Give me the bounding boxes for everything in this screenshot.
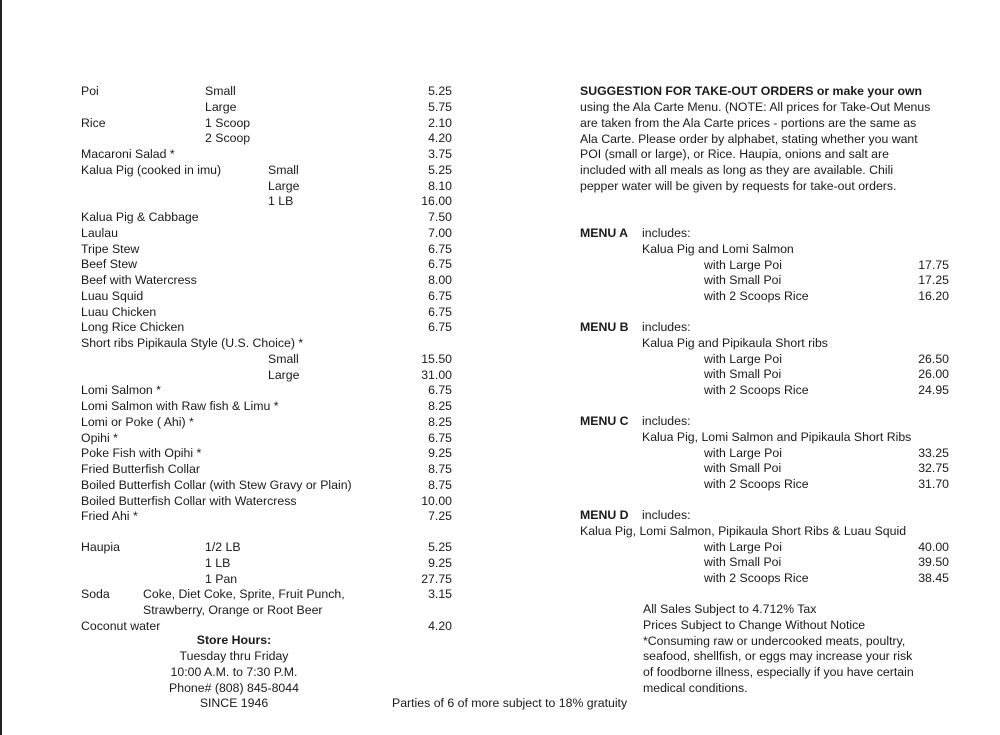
item-price: 7.50 bbox=[428, 210, 452, 224]
item-price: 6.75 bbox=[428, 288, 452, 303]
menu-includes: includes: bbox=[642, 226, 691, 240]
item-price: 6.75 bbox=[428, 430, 452, 445]
item-size: Small bbox=[268, 162, 299, 177]
item-price: 15.50 bbox=[421, 351, 452, 366]
takeout-heading: SUGGESTION FOR TAKE-OUT ORDERS or make your own bbox=[580, 84, 923, 98]
item-name: Boiled Butterfish Collar (with Stew Gravy or Plain) bbox=[81, 477, 352, 492]
item-price: 6.75 bbox=[428, 241, 452, 256]
notice-line: seafood, shellfish, or eggs may increase your risk bbox=[643, 649, 913, 664]
menu-option-price: 16.20 bbox=[918, 289, 949, 303]
item-price: 2.10 bbox=[428, 115, 452, 130]
menu-option: with Small Poi bbox=[704, 461, 782, 476]
item-price: 6.75 bbox=[428, 304, 452, 319]
item-size: 1 Scoop bbox=[205, 115, 251, 130]
item-price: 6.75 bbox=[428, 320, 452, 335]
menu-option: with 2 Scoops Rice bbox=[704, 289, 809, 303]
store-since: SINCE 1946 bbox=[199, 696, 269, 710]
menu-option: with Small Poi bbox=[704, 555, 782, 570]
menu-items: Kalua Pig and Lomi Salmon bbox=[642, 241, 794, 256]
item-name: Fried Ahi * bbox=[81, 509, 138, 524]
notice-line: *Consuming raw or undercooked meats, poultry, bbox=[643, 633, 906, 648]
item-name: Coconut water bbox=[81, 618, 161, 633]
item-price: 8.25 bbox=[428, 414, 452, 429]
takeout-text-line: POI (small or large), or Rice. Haupia, onions and salt are bbox=[580, 147, 889, 162]
item-price: 8.25 bbox=[428, 399, 452, 413]
menu-option-price: 33.25 bbox=[918, 445, 949, 460]
menu-option-price: 32.75 bbox=[918, 461, 949, 476]
takeout-text-line: Ala Carte. Please order by alphabet, stating whether you want bbox=[580, 131, 918, 146]
item-name: Short ribs Pipikaula Style (U.S. Choice) * bbox=[81, 336, 304, 350]
menu-items: Kalua Pig, Lomi Salmon and Pipikaula Short Ribs bbox=[642, 429, 912, 444]
item-price: 8.10 bbox=[428, 178, 452, 193]
item-desc: Coke, Diet Coke, Sprite, Fruit Punch, bbox=[143, 587, 345, 602]
item-price: 27.75 bbox=[421, 571, 452, 586]
menu-option-price: 26.00 bbox=[918, 367, 949, 382]
item-price: 8.75 bbox=[428, 477, 452, 492]
item-size: 1 LB bbox=[205, 555, 231, 570]
menu-option-price: 17.25 bbox=[918, 273, 949, 288]
item-price: 7.00 bbox=[428, 225, 452, 240]
menu-option-price: 39.50 bbox=[918, 555, 949, 570]
item-name: Macaroni Salad * bbox=[81, 147, 175, 161]
item-name: Opihi * bbox=[81, 430, 118, 445]
menu-option: with 2 Scoops Rice bbox=[704, 477, 809, 491]
store-phone: Phone# (808) 845-8044 bbox=[169, 681, 299, 695]
item-name: Lomi Salmon with Raw fish & Limu * bbox=[81, 399, 279, 413]
menu-option: with 2 Scoops Rice bbox=[704, 571, 809, 585]
item-name: Fried Butterfish Collar bbox=[81, 462, 200, 476]
page-left-border bbox=[0, 0, 2, 735]
item-name: Poke Fish with Opihi * bbox=[81, 446, 202, 461]
item-name: Luau Chicken bbox=[81, 304, 157, 319]
menu-option: with Small Poi bbox=[704, 273, 782, 288]
menu-label: MENU C bbox=[580, 414, 629, 428]
menu-includes: includes: bbox=[642, 320, 691, 334]
menu-label: MENU B bbox=[580, 320, 629, 334]
menu-option: with Large Poi bbox=[704, 257, 782, 272]
item-name: Lomi or Poke ( Ahi) * bbox=[81, 414, 194, 429]
item-size: 1/2 LB bbox=[205, 540, 241, 554]
menu-option: with 2 Scoops Rice bbox=[704, 383, 809, 397]
item-size: 2 Scoop bbox=[205, 131, 251, 146]
menu-items: Kalua Pig and Pipikaula Short ribs bbox=[642, 335, 828, 350]
takeout-text-line: are taken from the Ala Carte prices - portions are the same as bbox=[580, 115, 917, 130]
item-name: Rice bbox=[81, 115, 106, 130]
notice-line: medical conditions. bbox=[643, 680, 748, 695]
item-price: 5.25 bbox=[428, 540, 452, 554]
item-price: 5.25 bbox=[428, 162, 452, 177]
menu-includes: includes: bbox=[642, 508, 691, 522]
menu-option-price: 26.50 bbox=[918, 351, 949, 366]
menu-option: with Large Poi bbox=[704, 445, 782, 460]
notice-line: All Sales Subject to 4.712% Tax bbox=[643, 602, 817, 616]
menu-includes: includes: bbox=[642, 414, 691, 428]
item-price: 7.25 bbox=[428, 509, 452, 524]
item-price: 9.25 bbox=[428, 446, 452, 461]
item-name: Soda bbox=[81, 587, 110, 602]
notice-line: of foodborne illness, especially if you have certain bbox=[643, 665, 914, 679]
item-price: 5.75 bbox=[428, 99, 452, 114]
item-size: Large bbox=[205, 99, 237, 114]
menu-option: with Large Poi bbox=[704, 539, 782, 554]
item-size: Large bbox=[268, 367, 300, 382]
item-name: Poi bbox=[81, 84, 99, 98]
menu-option: with Small Poi bbox=[704, 367, 782, 382]
menu-items: Kalua Pig, Lomi Salmon, Pipikaula Short Ribs & Luau Squid bbox=[580, 523, 907, 538]
item-name: Haupia bbox=[81, 540, 120, 554]
item-price: 8.75 bbox=[428, 462, 452, 476]
menu-label: MENU A bbox=[580, 226, 629, 240]
item-name: Kalua Pig & Cabbage bbox=[81, 210, 199, 224]
item-name: Beef Stew bbox=[81, 257, 138, 272]
store-hours-title: Store Hours: bbox=[196, 633, 272, 647]
menu-option-price: 31.70 bbox=[918, 477, 949, 491]
item-size: 1 Pan bbox=[205, 571, 238, 586]
item-price: 6.75 bbox=[428, 257, 452, 272]
item-price: 9.25 bbox=[428, 555, 452, 570]
item-size: 1 LB bbox=[268, 194, 294, 209]
takeout-text-line: included with all meals as long as they are available. Chili bbox=[580, 163, 894, 177]
item-name: Tripe Stew bbox=[81, 241, 140, 256]
notice-line: Prices Subject to Change Without Notice bbox=[643, 617, 866, 632]
item-price: 3.75 bbox=[428, 147, 452, 161]
item-price: 5.25 bbox=[428, 84, 452, 98]
item-size: Large bbox=[268, 178, 300, 193]
gratuity-note: Parties of 6 of more subject to 18% gratuity bbox=[392, 696, 628, 710]
item-size: Small bbox=[205, 84, 236, 98]
item-price: 6.75 bbox=[428, 383, 452, 398]
item-price: 16.00 bbox=[421, 194, 452, 209]
item-price: 3.15 bbox=[428, 587, 452, 602]
item-price: 4.20 bbox=[428, 131, 452, 146]
item-name: Kalua Pig (cooked in imu) bbox=[81, 162, 222, 177]
item-name: Beef with Watercress bbox=[81, 273, 197, 287]
item-desc: Strawberry, Orange or Root Beer bbox=[143, 603, 323, 617]
item-name: Laulau bbox=[81, 225, 118, 240]
takeout-text-line: pepper water will be given by requests for take-out orders. bbox=[580, 178, 897, 193]
item-size: Small bbox=[268, 351, 299, 366]
menu-option-price: 38.45 bbox=[918, 571, 949, 585]
item-price: 4.20 bbox=[428, 618, 452, 633]
store-hours: 10:00 A.M. to 7:30 P.M. bbox=[170, 665, 298, 679]
menu-label: MENU D bbox=[580, 508, 629, 522]
menu-option-price: 24.95 bbox=[918, 383, 949, 397]
takeout-text-line: using the Ala Carte Menu. (NOTE: All prices for Take-Out Menus bbox=[580, 100, 931, 114]
store-days: Tuesday thru Friday bbox=[179, 649, 289, 663]
item-price: 31.00 bbox=[421, 367, 452, 382]
item-price: 10.00 bbox=[421, 493, 452, 508]
item-name: Long Rice Chicken bbox=[81, 320, 185, 335]
menu-option-price: 40.00 bbox=[918, 539, 949, 554]
item-name: Lomi Salmon * bbox=[81, 383, 161, 398]
item-name: Boiled Butterfish Collar with Watercress bbox=[81, 493, 297, 508]
item-name: Luau Squid bbox=[81, 288, 144, 303]
menu-option-price: 17.75 bbox=[918, 257, 949, 272]
item-price: 8.00 bbox=[428, 273, 452, 287]
menu-option: with Large Poi bbox=[704, 351, 782, 366]
